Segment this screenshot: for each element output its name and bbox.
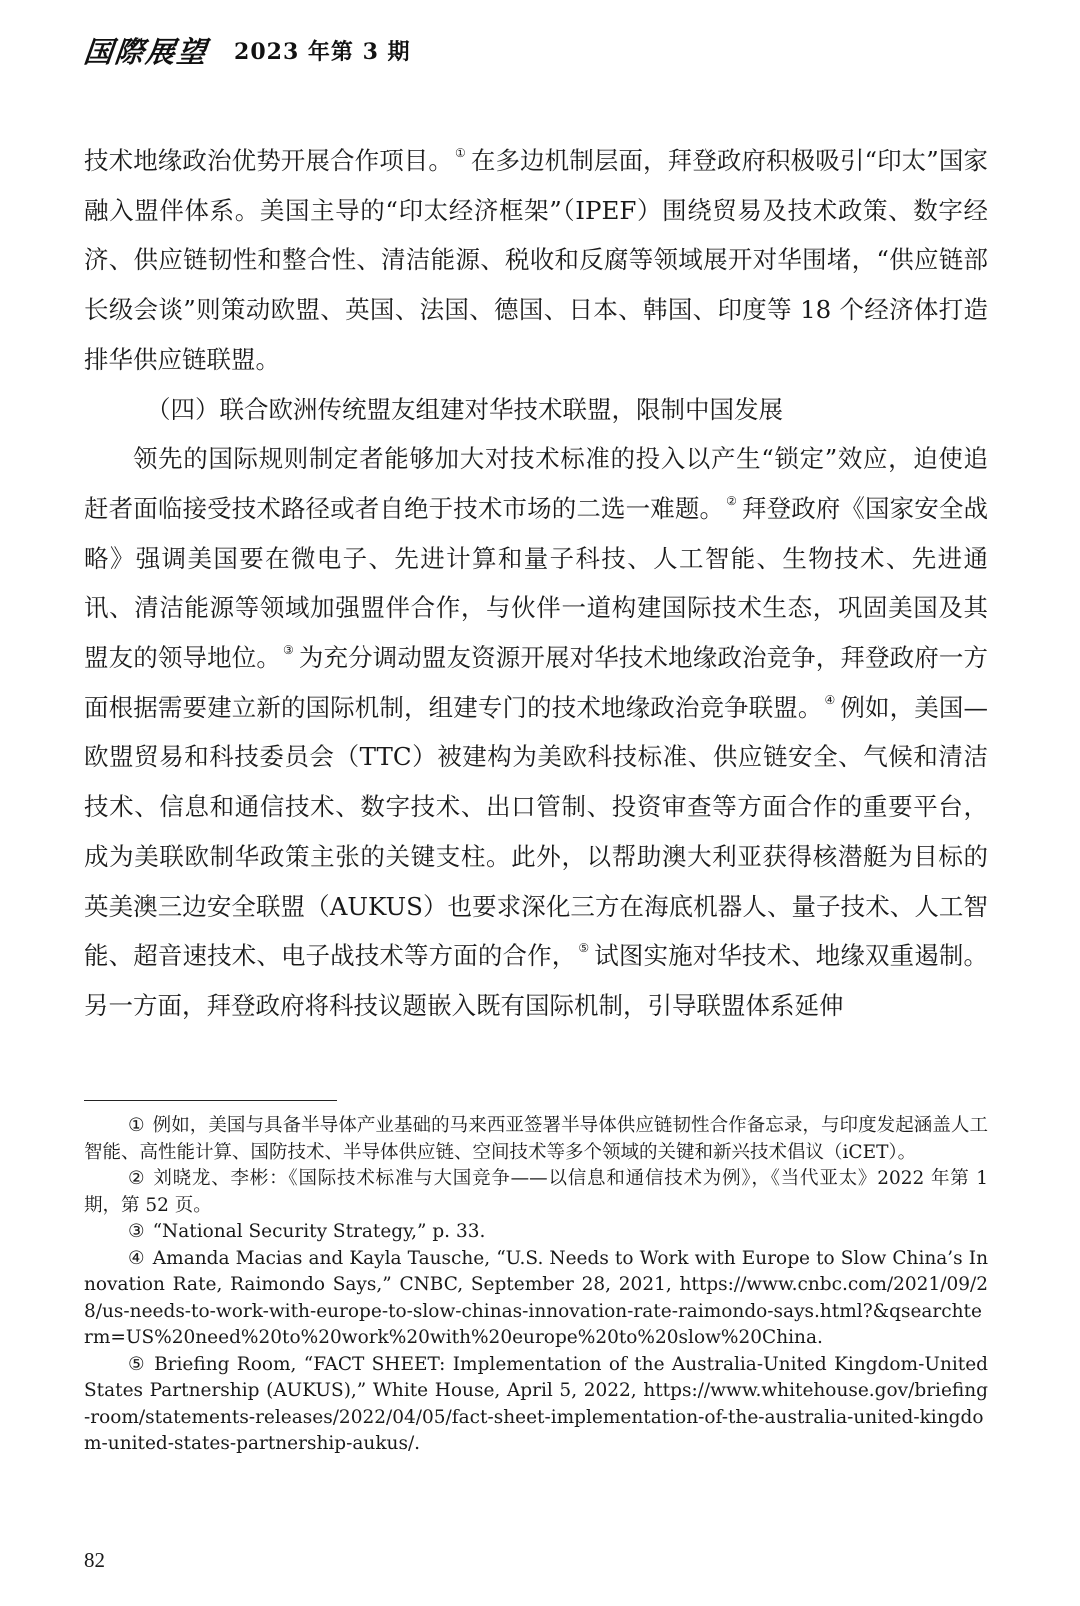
running-header <box>84 28 411 72</box>
footnote-mark: ④ <box>128 1247 145 1269</box>
footnote-mark: ③ <box>128 1221 145 1242</box>
footnote-ref-5[interactable]: ⑤ <box>578 941 590 956</box>
footnote-text: 例如，美国与具备半导体产业基础的马来西亚签署半导体供应链韧性合作备忘录，与印度发起涵盖人工智能、高性能计算、国防技术、半导体供应链、空间技术等多个领域的关键和新兴技术倡议（iCET）。 <box>84 1115 988 1163</box>
footnote-ref-3[interactable]: ③ <box>282 643 294 658</box>
text-segment: 在多边机制层面，拜登政府积极吸引“印太”国家融入盟伴体系。美国主导的“印太经济框架”（IPEF）围绕贸易及技术政策、数字经济、供应链韧性和整合性、清洁能源、税收和反腐等领域展开对华围堵，“供应链部长级会谈”则策动欧盟、英国、法国、德国、日本、韩国、印度等 18 个经济体打造排华供应链联盟。 <box>84 146 988 374</box>
journal-logo: 国際展望 <box>82 34 210 69</box>
text-segment: 拜登政府《国家安全战略》强调美国要在微电子、先进计算和量子科技、人工智能、生物技术、先进通讯、清洁能源等领域加强盟伴合作，与伙伴一道构建国际技术生态，巩固美国及其盟友的领导地位。 <box>84 493 989 673</box>
text-segment: 技术地缘政治优势开展合作项目。 <box>84 146 453 175</box>
paragraph <box>84 434 988 1030</box>
footnote-text: Briefing Room, “FACT SHEET: Implementation of the Australia-United Kingdom-United States Partnership (AUKUS),” White House, April 5, 2022, https://www.whitehouse.gov/briefing-room/statements-releases/2022/04/05/fact-sheet-implementation-of-the-australia-united-kingdom-united-states-partnership-aukus/. <box>84 1353 988 1454</box>
footnote-3 <box>84 1219 988 1246</box>
footnotes <box>84 1113 988 1458</box>
footnote-mark: ⑤ <box>128 1353 147 1375</box>
footnote-ref-1[interactable]: ① <box>455 146 466 160</box>
footnote-mark: ② <box>128 1168 146 1189</box>
footnote-text: “National Security Strategy,” p. 33. <box>152 1221 486 1242</box>
footnote-mark: ① <box>128 1115 145 1136</box>
footnote-4 <box>84 1246 988 1352</box>
article-body <box>84 136 988 1031</box>
footnote-divider <box>84 1100 337 1101</box>
page-number: 82 <box>84 1548 105 1572</box>
section-heading: （四）联合欧洲传统盟友组建对华技术联盟，限制中国发展 <box>146 394 783 424</box>
text-segment: 为充分调动盟友资源开展对华技术地缘政治竞争，拜登政府一方面根据需要建立新的国际机制，组建专门的技术地缘政治竞争联盟。 <box>84 643 989 722</box>
text-segment: 领先的国际规则制定者能够加大对技术标准的投入以产生“锁定”效应，迫使追赶者面临接受技术路径或者自绝于技术市场的二选一难题。 <box>84 444 988 523</box>
footnote-5 <box>84 1352 988 1458</box>
footnote-ref-2[interactable]: ② <box>726 493 737 508</box>
footnote-2 <box>84 1166 988 1219</box>
issue-label: 2023 年第 3 期 <box>234 38 411 65</box>
footnote-ref-4[interactable]: ④ <box>824 692 836 707</box>
footnote-text: Amanda Macias and Kayla Tausche, “U.S. Needs to Work with Europe to Slow China’s Innovation Rate, Raimondo Says,” CNBC, September 28, 2021, https://www.cnbc.com/2021/09/28/us-needs-to-work-with-europe-to-slow-chinas-innovation-rate-raimondo-says.html?&qsearchterm=US%20need%20to%20work%20with%20europe%20to%20slow%20China. <box>84 1247 988 1348</box>
text-segment: 例如，美国—欧盟贸易和科技委员会（TTC）被建构为美欧科技标准、供应链安全、气候和清洁技术、信息和通信技术、数字技术、出口管制、投资审查等方面合作的重要平台，成为美联欧制华政策主张的关键支柱。此外，以帮助澳大利亚获得核潜艇为目标的英美澳三边安全联盟（AUKUS）也要求深化三方在海底机器人、量子技术、人工智能、超音速技术、电子战技术等方面的合作， <box>84 692 989 971</box>
paragraph-continuation <box>84 136 988 385</box>
footnote-text: 刘晓龙、李彬：《国际技术标准与大国竞争——以信息和通信技术为例》，《当代亚太》2022 年第 1 期，第 52 页。 <box>84 1168 988 1216</box>
text-segment: 试图实施对华技术、地缘双重遏制。另一方面，拜登政府将科技议题嵌入既有国际机制，引导联盟体系延伸 <box>84 941 989 1020</box>
footnote-1 <box>84 1113 988 1166</box>
